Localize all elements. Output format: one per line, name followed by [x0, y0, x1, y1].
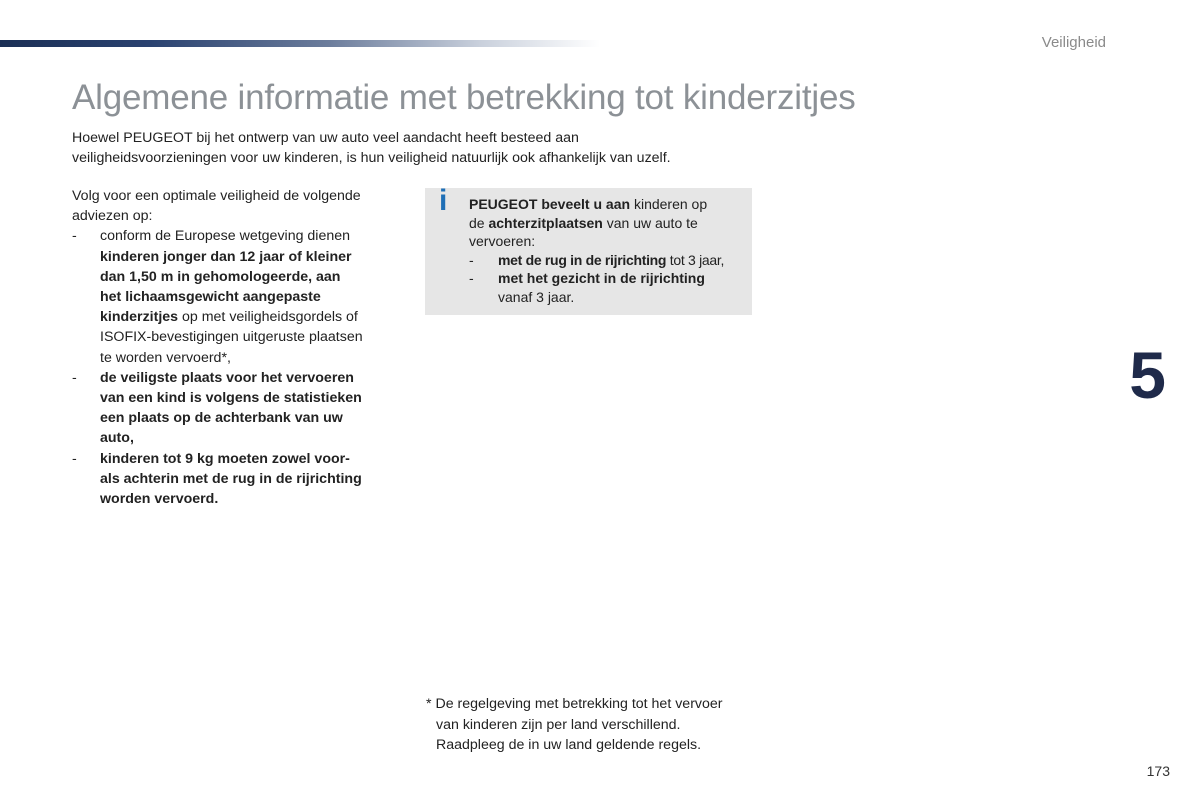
chapter-number: 5	[1129, 338, 1166, 412]
info-box-text	[469, 195, 749, 306]
info-line: de achterzitplaatsen van uw auto te	[469, 214, 698, 231]
list-item-text: van een kind is volgens de statistieken	[100, 390, 362, 407]
list-item-text: vanaf 3 jaar.	[498, 288, 575, 305]
list-item	[469, 251, 749, 270]
list-dash: -	[72, 228, 77, 245]
footnote	[426, 694, 786, 756]
section-name: Veiligheid	[1041, 34, 1106, 51]
info-icon: i	[439, 184, 448, 217]
list-dash: -	[469, 270, 474, 286]
list-item-text: de veiligste plaats voor het vervoeren	[100, 369, 354, 386]
list-item-text: met het gezicht in de rijrichting	[498, 270, 705, 286]
list-dash: -	[469, 251, 474, 268]
footnote-line: * De regelgeving met betrekking tot het vervoer	[426, 696, 723, 712]
intro-line: veiligheidsvoorzieningen voor uw kinderen, is hun veiligheid natuurlijk ook afhankelijk van uzelf.	[72, 150, 671, 166]
info-box	[425, 184, 752, 315]
list-item-text: worden vervoerd.	[100, 491, 219, 508]
intro-paragraph	[72, 128, 772, 168]
advice-list	[72, 226, 402, 509]
page-number: 173	[1146, 763, 1170, 779]
info-line: vervoeren:	[469, 233, 536, 249]
list-item-text: een plaats op de achterbank van uw	[100, 410, 343, 427]
list-item-text: als achterin met de rug in de rijrichting	[100, 470, 362, 487]
advice-lead: Volg voor een optimale veiligheid de volgende	[72, 188, 361, 204]
page-title: Algemene informatie met betrekking tot kinderzitjes	[72, 78, 856, 117]
advice-column	[72, 186, 402, 509]
list-item	[72, 226, 402, 367]
list-item-text: het lichaamsgewicht aangepaste	[100, 289, 321, 306]
info-line: PEUGEOT beveelt u aan kinderen op	[469, 196, 708, 212]
list-item-text: kinderen tot 9 kg moeten zowel voor-	[100, 450, 350, 467]
list-item	[72, 449, 402, 510]
list-item-text: ISOFIX-bevestigingen uitgeruste plaatsen	[100, 329, 363, 346]
footnote-line: van kinderen zijn per land verschillend.	[436, 716, 681, 733]
list-dash: -	[72, 450, 77, 467]
advice-lead: adviezen op:	[72, 208, 153, 225]
list-item-text: auto,	[100, 430, 134, 447]
list-item-text: met de rug in de rijrichting tot 3 jaar,	[498, 251, 725, 268]
list-item	[72, 368, 402, 449]
list-item-text: conform de Europese wetgeving dienen	[100, 228, 351, 245]
info-list	[469, 251, 749, 307]
list-item-text: kinderen jonger dan 12 jaar of kleiner	[100, 248, 352, 265]
list-item-text: te worden vervoerd*,	[100, 349, 231, 366]
list-item-text: kinderzitjes op met veiligheidsgordels of	[100, 309, 358, 326]
list-item-text: dan 1,50 m in gehomologeerde, aan	[100, 268, 341, 285]
list-item	[469, 269, 749, 306]
intro-line: Hoewel PEUGEOT bij het ontwerp van uw auto veel aandacht heeft besteed aan	[72, 130, 579, 146]
footnote-line: Raadpleeg de in uw land geldende regels.	[436, 737, 702, 753]
header-gradient-bar	[0, 40, 600, 47]
list-dash: -	[72, 369, 77, 386]
